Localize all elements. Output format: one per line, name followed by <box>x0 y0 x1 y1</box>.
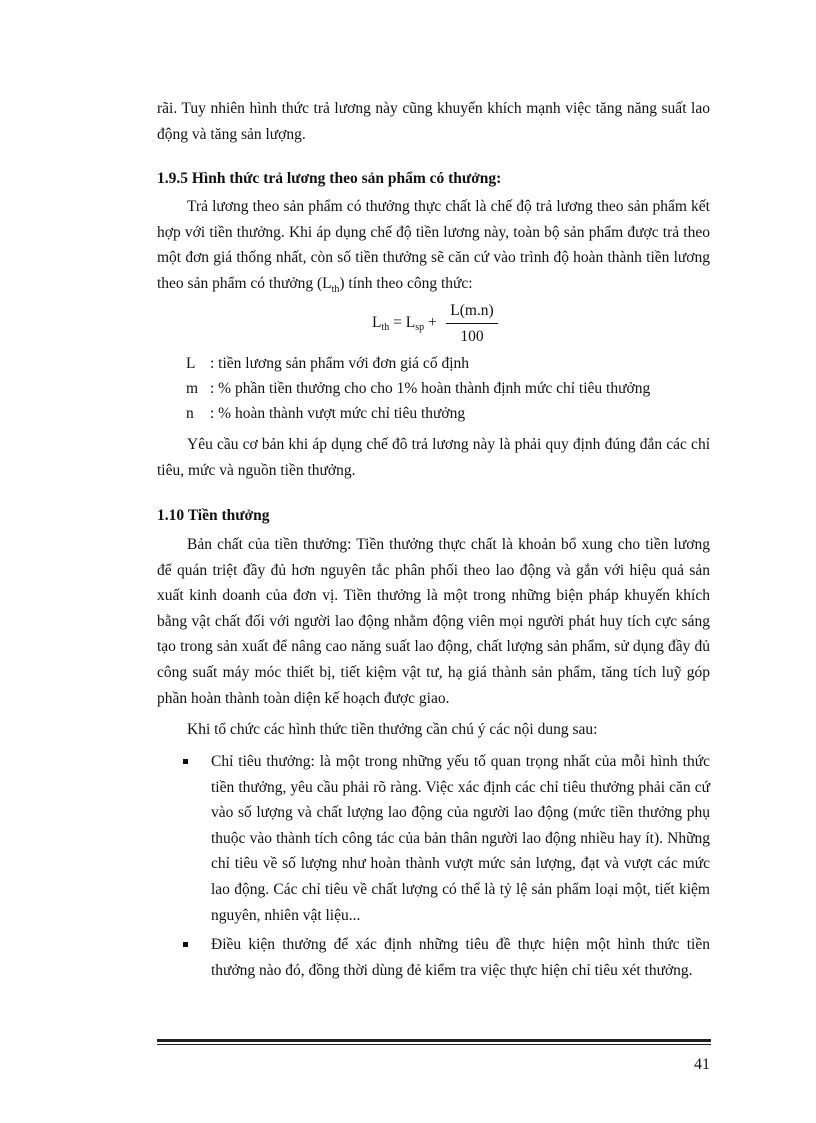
body-text: Trả lương theo sản phẩm có thưởng thực chất là chế độ trả lương theo sản phẩm kết hợp với tiền thưởng. Khi áp dụng chế độ tiền lương này, toàn bộ sản phẩm được trả theo một đơn giá thống nhất, còn số tiền thưởng sẽ căn cứ vào trình độ hoàn thành tiền lương theo sản phẩm có thưởng (L <box>157 198 710 292</box>
formula-denominator: 100 <box>460 328 484 345</box>
formula-fraction <box>446 300 498 348</box>
body-text-end: ) tính theo công thức: <box>339 274 473 292</box>
bullet-text: Chỉ tiêu thưởng: là một trong những yếu tố quan trọng nhất của mỗi hình thức tiền thưởng, yêu cầu phải rõ ràng. Việc xác định các chỉ tiêu thưởng phải căn cứ vào số lượng và chất lượng lao động của người lao động (mức tiền thưởng phụ thuộc vào thành tích công tác của bản thân người lao động nhiều hay ít). Những chỉ tiêu về số lượng như hoàn thành vượt mức sản lượng, đạt và vượt các mức lao động. Các chỉ tiêu về chất lượng có thể là tỷ lệ sản phẩm loại một, tiết kiệm nguyên, nhiên vật liệu... <box>211 753 710 924</box>
page-number: 41 <box>694 1056 710 1073</box>
definition-text: : tiền lương sản phẩm với đơn giá cố định <box>210 355 469 372</box>
formula-rhs-var: L <box>405 314 416 331</box>
section-1-10-lead: Khi tổ chức các hình thức tiền thưởng cần chú ý các nội dung sau: <box>187 721 598 738</box>
section-1-9-5-body <box>157 194 710 302</box>
fraction-bar <box>446 323 498 324</box>
formula-rhs-sub: sp <box>415 322 425 333</box>
definition-symbol: m <box>186 380 199 397</box>
definition-symbol: L <box>186 355 196 372</box>
formula-equals: = <box>389 314 406 331</box>
requirement-paragraph: Yêu cầu cơ bản khi áp dụng chế đô trả lương này là phải quy định đúng đắn các chỉ tiêu, mức và nguồn tiền thưởng. <box>157 436 710 479</box>
footer-divider-thin <box>157 1044 711 1045</box>
formula-lhs-var: L <box>372 314 382 331</box>
wage-formula <box>372 300 512 348</box>
section-heading-1-10: 1.10 Tiền thưởng <box>157 507 270 524</box>
definition-symbol: n <box>186 405 194 422</box>
definition-text: : % phần tiền thưởng cho cho 1% hoàn thành định mức chỉ tiêu thưởng <box>210 380 651 397</box>
body-subscript: th <box>331 283 340 295</box>
square-bullet-icon <box>183 942 188 947</box>
section-heading-1-9-5: 1.9.5 Hình thức trả lương theo sản phẩm có thưởng: <box>157 170 502 187</box>
definition-row <box>186 401 726 426</box>
definition-text: : % hoàn thành vượt mức chỉ tiêu thưởng <box>210 405 466 422</box>
definition-row <box>186 351 726 376</box>
section-1-10-body: Bản chất của tiền thưởng: Tiền thưởng thực chất là khoản bổ xung cho tiền lương để quán triệt đầy đủ hơn nguyên tắc phân phối theo lao động và gắn với hiệu quả sản xuất kinh doanh của đơn vị. Tiền thưởng là một trong những biện pháp khuyến khích bằng vật chất đối với người lao động nhằm động viên mọi người phát huy tích cực sáng tạo trong sản xuất để nâng cao năng suất lao động, chất lượng sản phẩm, sử dụng đầy đủ công suất máy móc thiết bị, tiết kiệm vật tư, hạ giá thành sản phẩm, tăng tích luỹ góp phần hoàn thành toàn diện kế hoạch được giao. <box>157 536 710 707</box>
formula-plus: + <box>424 314 437 331</box>
formula-numerator: L(m.n) <box>450 302 494 319</box>
footer-divider-thick <box>157 1039 711 1042</box>
definition-row <box>186 376 726 401</box>
intro-paragraph: rãi. Tuy nhiên hình thức trả lương này cũng khuyến khích mạnh việc tăng năng suất lao động và tăng sản lượng. <box>157 100 710 143</box>
formula-lhs-sub: th <box>381 322 390 333</box>
square-bullet-icon <box>183 759 188 764</box>
bullet-text: Điều kiện thưởng để xác định những tiêu đề thực hiện một hình thức tiền thưởng nào đó, đồng thời dùng đẻ kiểm tra việc thực hiện chỉ tiêu xét thưởng. <box>211 936 710 979</box>
formula-left <box>372 314 437 333</box>
